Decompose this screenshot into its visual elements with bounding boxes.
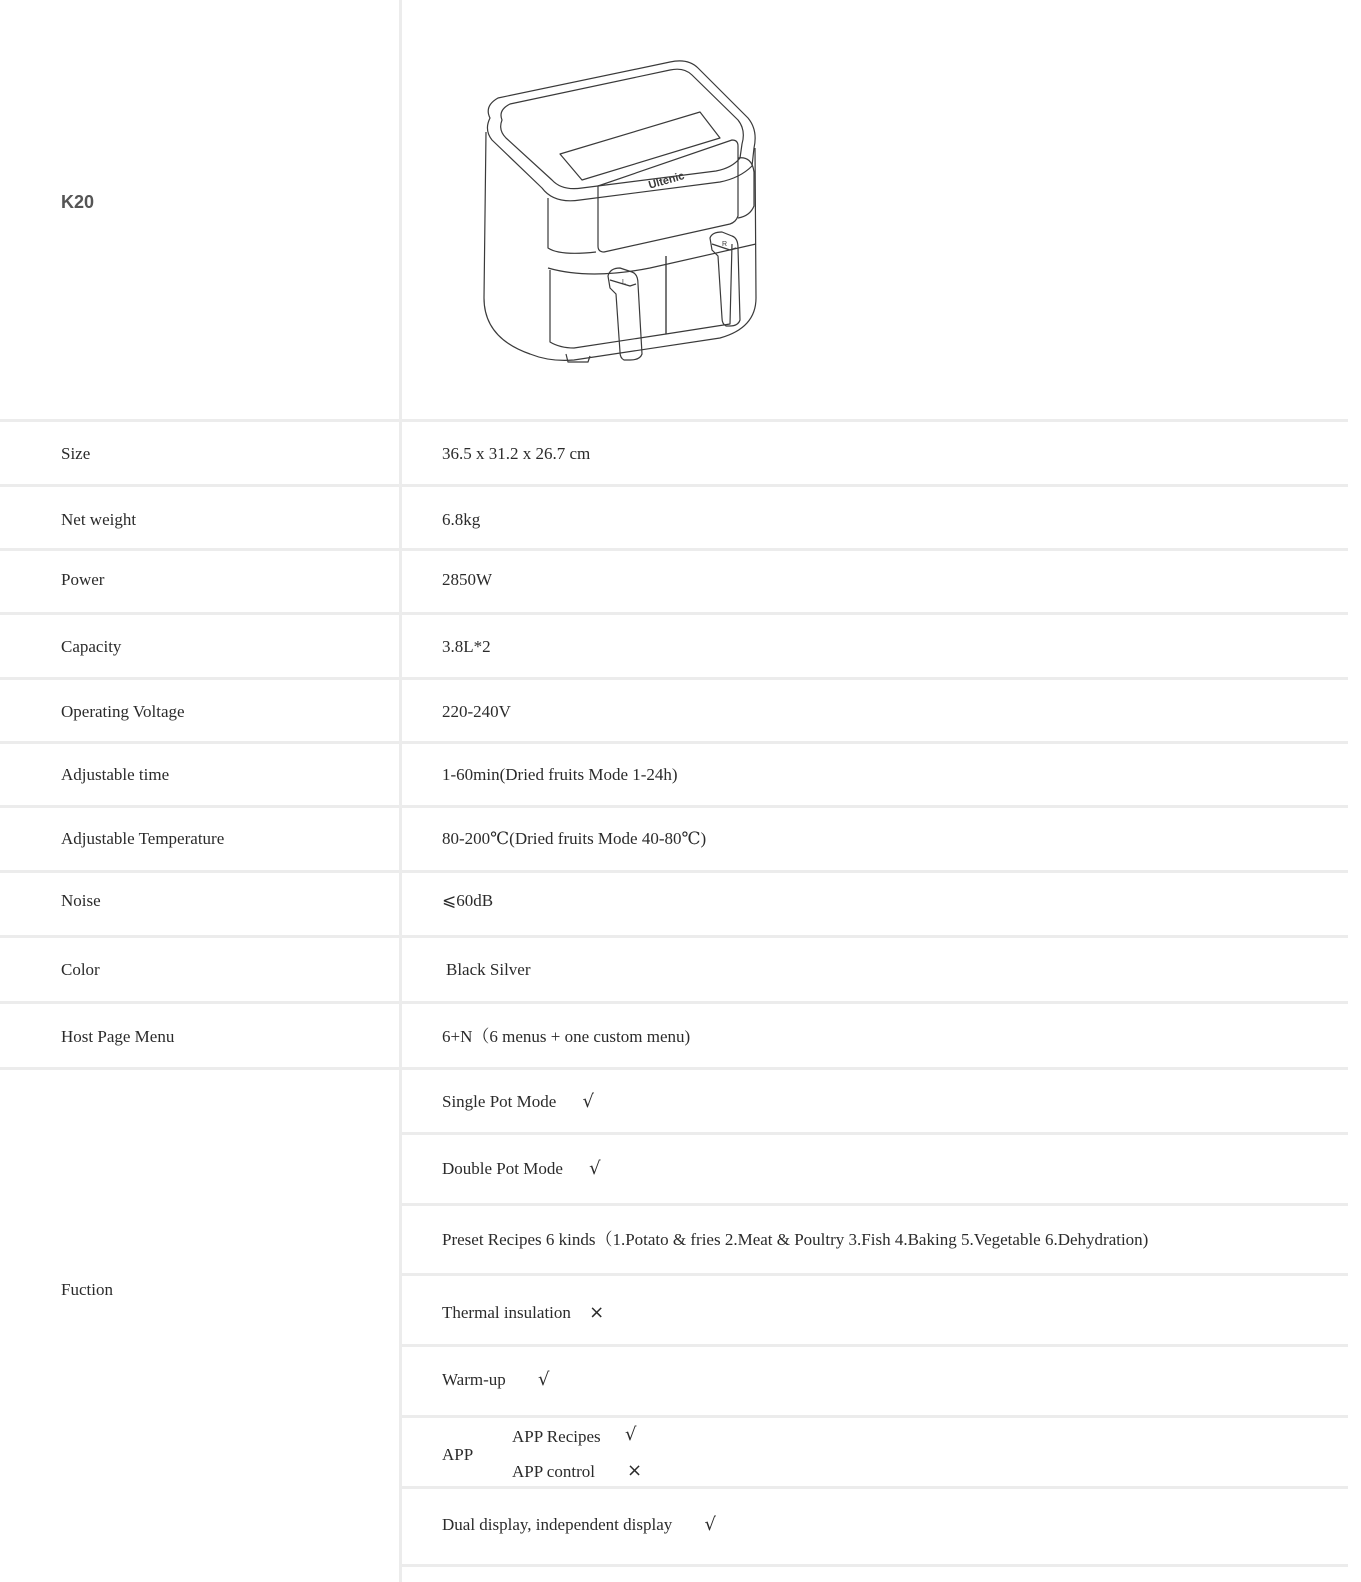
row-divider bbox=[402, 1564, 1348, 1567]
function-item bbox=[442, 1515, 716, 1535]
check-icon: √ bbox=[538, 1369, 550, 1390]
spec-value-operating-voltage: 220-240V bbox=[442, 702, 511, 721]
spec-value-host-page-menu: 6+N（6 menus + one custom menu) bbox=[442, 1027, 691, 1046]
spec-label-adjustable-temperature: Adjustable Temperature bbox=[61, 829, 225, 848]
spec-value-net-weight: 6.8kg bbox=[442, 510, 481, 529]
brand-logo: Ultenic bbox=[647, 170, 686, 192]
row-divider bbox=[0, 1067, 1348, 1070]
check-icon: √ bbox=[625, 1424, 637, 1445]
model-name: K20 bbox=[61, 192, 95, 212]
row-divider bbox=[402, 1344, 1348, 1347]
row-divider bbox=[0, 677, 1348, 680]
cross-icon: × bbox=[627, 1460, 643, 1481]
function-item bbox=[442, 1370, 550, 1390]
spec-value-color: Black Silver bbox=[446, 960, 531, 979]
spec-value-size: 36.5 x 31.2 x 26.7 cm bbox=[442, 444, 591, 463]
function-item bbox=[442, 1159, 601, 1179]
spec-label-adjustable-time: Adjustable time bbox=[61, 765, 170, 784]
spec-value-noise: ⩽60dB bbox=[442, 891, 494, 910]
spec-value-adjustable-temperature: 80-200℃(Dried fruits Mode 40-80℃) bbox=[442, 829, 707, 848]
row-divider bbox=[402, 1273, 1348, 1276]
check-icon: √ bbox=[704, 1514, 716, 1535]
spec-value-power: 2850W bbox=[442, 570, 493, 589]
function-label: Fuction bbox=[61, 1280, 113, 1299]
spec-label-color: Color bbox=[61, 960, 100, 979]
spec-value-capacity: 3.8L*2 bbox=[442, 637, 491, 656]
function-item bbox=[442, 1303, 604, 1323]
function-item-text: Thermal insulation bbox=[442, 1303, 571, 1322]
spec-label-power: Power bbox=[61, 570, 105, 589]
row-divider bbox=[0, 548, 1348, 551]
function-item-text: Dual display, independent display bbox=[442, 1515, 673, 1534]
row-divider bbox=[402, 1132, 1348, 1135]
row-divider bbox=[0, 870, 1348, 873]
check-icon: √ bbox=[589, 1158, 601, 1179]
function-item bbox=[442, 1230, 1148, 1250]
row-divider bbox=[0, 935, 1348, 938]
spec-label-operating-voltage: Operating Voltage bbox=[61, 702, 185, 721]
row-divider bbox=[0, 1001, 1348, 1004]
row-divider bbox=[0, 419, 1348, 422]
basket-left-label: L bbox=[622, 279, 626, 286]
row-divider bbox=[0, 741, 1348, 744]
app-recipes-text: APP Recipes bbox=[512, 1427, 601, 1446]
function-item-text: Double Pot Mode bbox=[442, 1159, 563, 1178]
spec-label-net-weight: Net weight bbox=[61, 510, 137, 529]
spec-value-adjustable-time: 1-60min(Dried fruits Mode 1-24h) bbox=[442, 765, 678, 784]
row-divider bbox=[402, 1415, 1348, 1418]
row-divider bbox=[0, 484, 1348, 487]
row-divider bbox=[402, 1203, 1348, 1206]
row-divider bbox=[0, 805, 1348, 808]
spec-label-capacity: Capacity bbox=[61, 637, 122, 656]
app-control-text: APP control bbox=[512, 1462, 595, 1481]
function-item bbox=[442, 1092, 594, 1112]
function-item-text: Warm-up bbox=[442, 1370, 506, 1389]
function-item-text: Preset Recipes 6 kinds（1.Potato & fries 2.Meat & Poultry 3.Fish 4.Baking 5.Vegetable 6.Dehydration) bbox=[442, 1230, 1149, 1249]
app-label: APP bbox=[442, 1445, 474, 1464]
cross-icon: × bbox=[589, 1302, 605, 1323]
spec-label-size: Size bbox=[61, 444, 91, 463]
basket-right-label: R bbox=[722, 241, 728, 248]
check-icon: √ bbox=[582, 1091, 595, 1112]
function-item-text: Single Pot Mode bbox=[442, 1092, 557, 1111]
spec-label-host-page-menu: Host Page Menu bbox=[61, 1027, 175, 1046]
spec-label-noise: Noise bbox=[61, 891, 101, 910]
row-divider bbox=[0, 612, 1348, 615]
air-fryer-image bbox=[470, 48, 770, 378]
row-divider bbox=[402, 1486, 1348, 1489]
